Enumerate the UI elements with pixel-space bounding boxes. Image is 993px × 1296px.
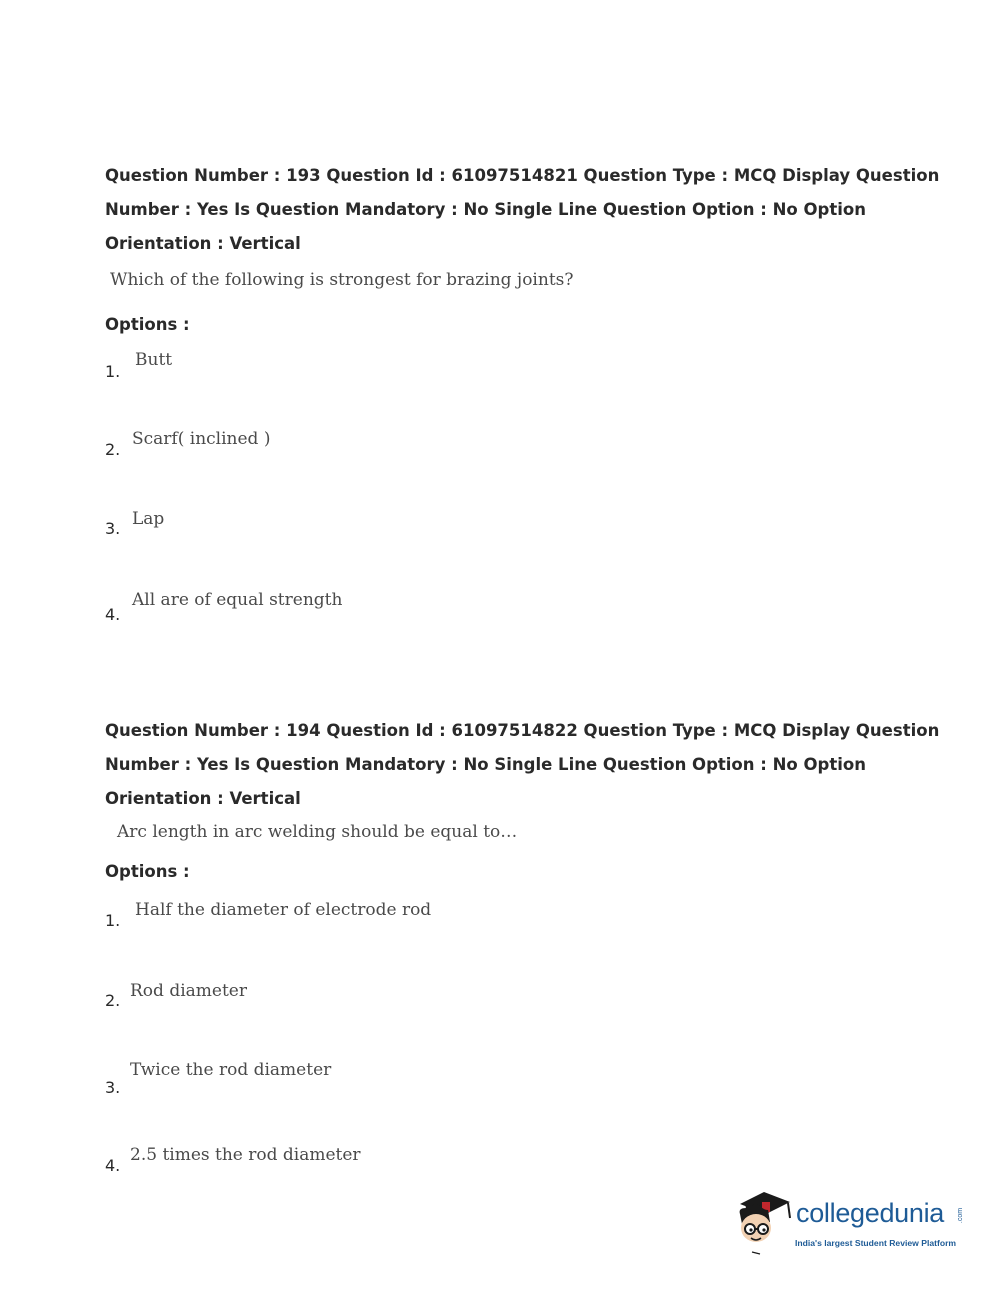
option-number: 1. bbox=[105, 911, 121, 930]
option-number: 1. bbox=[105, 362, 121, 381]
brand-suffix: .com bbox=[957, 1207, 965, 1224]
option-text: 2.5 times the rod diameter bbox=[130, 1145, 361, 1165]
option-number: 3. bbox=[105, 1078, 121, 1097]
meta-line: Question Number : 193 Question Id : 61097514821 Question Type : MCQ Display Question bbox=[105, 166, 940, 185]
brand-name: collegedunia bbox=[796, 1198, 945, 1228]
option-number: 3. bbox=[105, 519, 121, 538]
option-text: Scarf( inclined ) bbox=[132, 429, 271, 449]
meta-line: Number : Yes Is Question Mandatory : No Single Line Question Option : No Option bbox=[105, 200, 866, 219]
mascot-icon bbox=[734, 1188, 796, 1258]
question-193-text: Which of the following is strongest for brazing joints? bbox=[110, 270, 574, 290]
meta-line: Question Number : 194 Question Id : 61097514822 Question Type : MCQ Display Question bbox=[105, 721, 940, 740]
option-text: All are of equal strength bbox=[132, 590, 343, 610]
meta-line: Number : Yes Is Question Mandatory : No Single Line Question Option : No Option bbox=[105, 755, 866, 774]
option-number: 2. bbox=[105, 991, 121, 1010]
option-text: Half the diameter of electrode rod bbox=[135, 900, 432, 920]
question-194-options-label: Options : bbox=[105, 862, 190, 881]
collegedunia-logo bbox=[734, 1188, 964, 1258]
option-number: 2. bbox=[105, 440, 121, 459]
question-194-meta bbox=[105, 714, 940, 816]
brand-tagline: India's largest Student Review Platform bbox=[795, 1238, 957, 1248]
option-number: 4. bbox=[105, 605, 121, 624]
option-text: Rod diameter bbox=[130, 981, 247, 1001]
option-text: Butt bbox=[135, 350, 173, 370]
question-193-meta bbox=[105, 159, 940, 261]
option-number: 4. bbox=[105, 1156, 121, 1175]
question-194-text: Arc length in arc welding should be equal to… bbox=[117, 822, 518, 842]
question-193-options-label: Options : bbox=[105, 315, 190, 334]
option-text: Twice the rod diameter bbox=[130, 1060, 332, 1080]
option-text: Lap bbox=[132, 509, 165, 529]
meta-line: Orientation : Vertical bbox=[105, 234, 301, 253]
meta-line: Orientation : Vertical bbox=[105, 789, 301, 808]
